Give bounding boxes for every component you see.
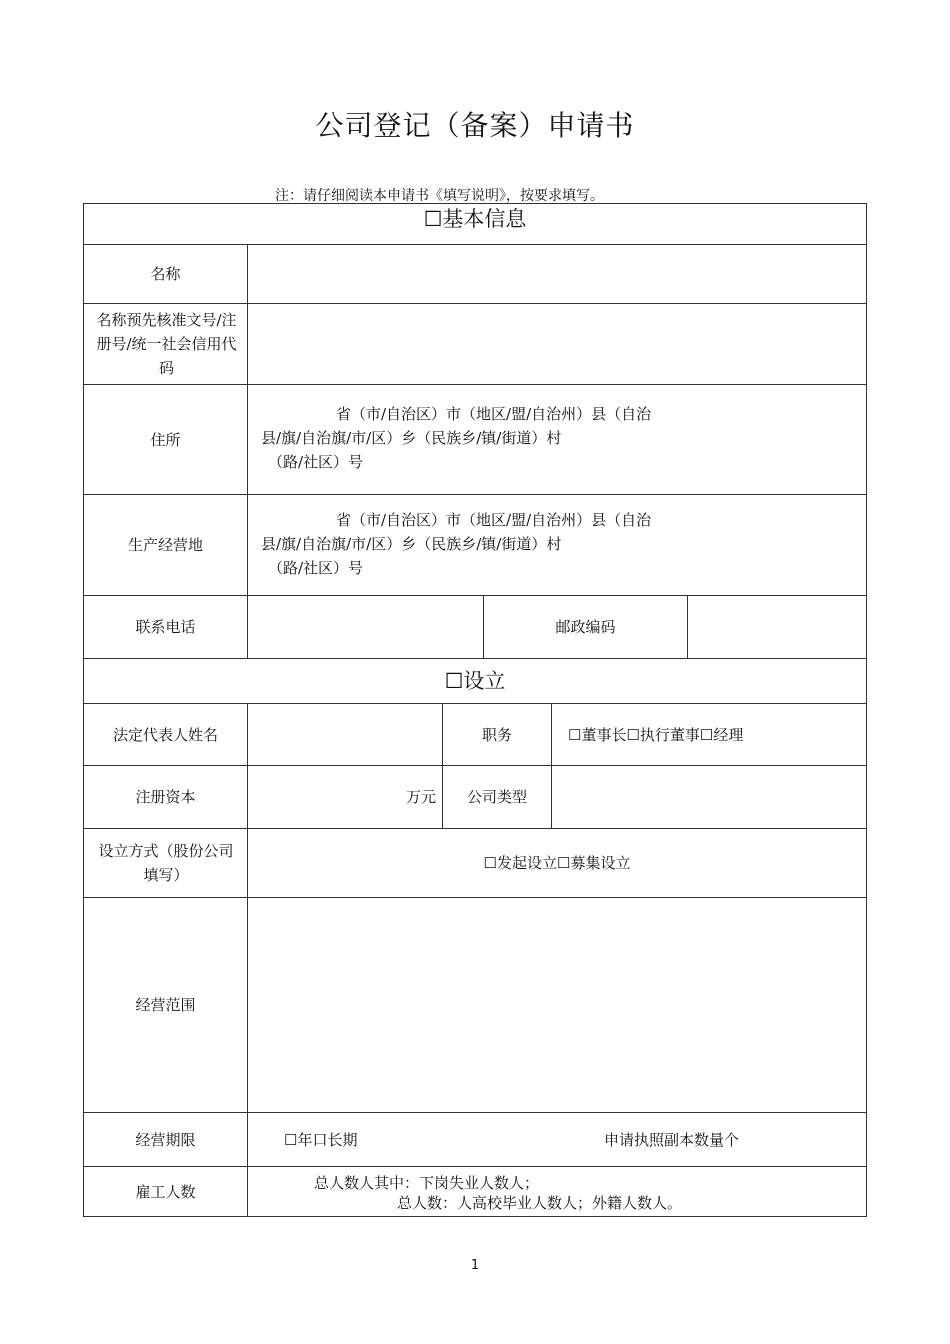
field-phone[interactable]: [248, 596, 483, 658]
residence-address-line2: 县/旗/自治旗/市/区）乡（民族乡/镇/街道）村: [261, 429, 562, 447]
residence-address-line3: （路/社区）号: [268, 453, 364, 471]
label-business-term: 经营期限: [135, 1130, 196, 1149]
label-business-scope: 经营范围: [135, 996, 196, 1014]
employee-count-line2: 总人数：人高校毕业人数人；外籍人数人。: [397, 1194, 683, 1212]
field-registration-code[interactable]: [248, 304, 866, 384]
residence-address-line1: 省（市/自治区）市（地区/盟/自治州）县（自治: [336, 405, 652, 423]
section-heading-setup: ☐设立: [444, 669, 506, 693]
field-legal-representative[interactable]: [248, 704, 442, 765]
field-company-type[interactable]: [552, 766, 866, 828]
label-registered-capital: 注册资本: [135, 788, 196, 806]
business-address-line3: （路/社区）号: [268, 559, 364, 577]
business-address-line1: 省（市/自治区）市（地区/盟/自治州）县（自治: [336, 511, 652, 529]
business-address-line2: 县/旗/自治旗/市/区）乡（民族乡/镇/街道）村: [261, 535, 562, 553]
employee-count-line1: 总人数人其中：下岗失业人数人；: [314, 1174, 540, 1192]
label-position: 职务: [481, 725, 512, 744]
field-name[interactable]: [248, 245, 866, 303]
label-phone: 联系电话: [135, 618, 196, 636]
capital-unit[interactable]: 万元: [405, 788, 436, 806]
business-term-options[interactable]: ☐年口长期: [284, 1130, 358, 1149]
label-employee-count: 雇工人数: [135, 1182, 196, 1201]
label-name: 名称: [150, 264, 181, 283]
fill-instruction-note: 注：请仔细阅读本申请书《填写说明》，按要求填写。: [275, 188, 604, 204]
label-establishment-method: 设立方式（股份公司填写）: [98, 842, 234, 884]
label-postal-code: 邮政编码: [555, 618, 616, 636]
field-postal-code[interactable]: [688, 596, 866, 658]
page-title: 公司登记（备案）申请书: [315, 109, 635, 142]
field-business-scope[interactable]: [248, 898, 866, 1112]
label-residence: 住所: [150, 430, 181, 449]
section-heading-basic-info: ☐基本信息: [423, 207, 527, 231]
page-number: 1: [470, 1258, 480, 1273]
position-checkbox-options[interactable]: ☐董事长☐执行董事☐经理: [568, 725, 744, 744]
application-form-table: [83, 203, 867, 1217]
label-registration-code: 名称预先核准文号/注册号/统一社会信用代码: [96, 311, 237, 377]
label-company-type: 公司类型: [466, 788, 527, 806]
establishment-method-options[interactable]: ☐发起设立☐募集设立: [483, 854, 631, 872]
label-legal-representative: 法定代表人姓名: [112, 725, 218, 744]
license-copies-field[interactable]: 申请执照副本数量个: [604, 1130, 740, 1149]
label-business-place: 生产经营地: [127, 536, 203, 554]
